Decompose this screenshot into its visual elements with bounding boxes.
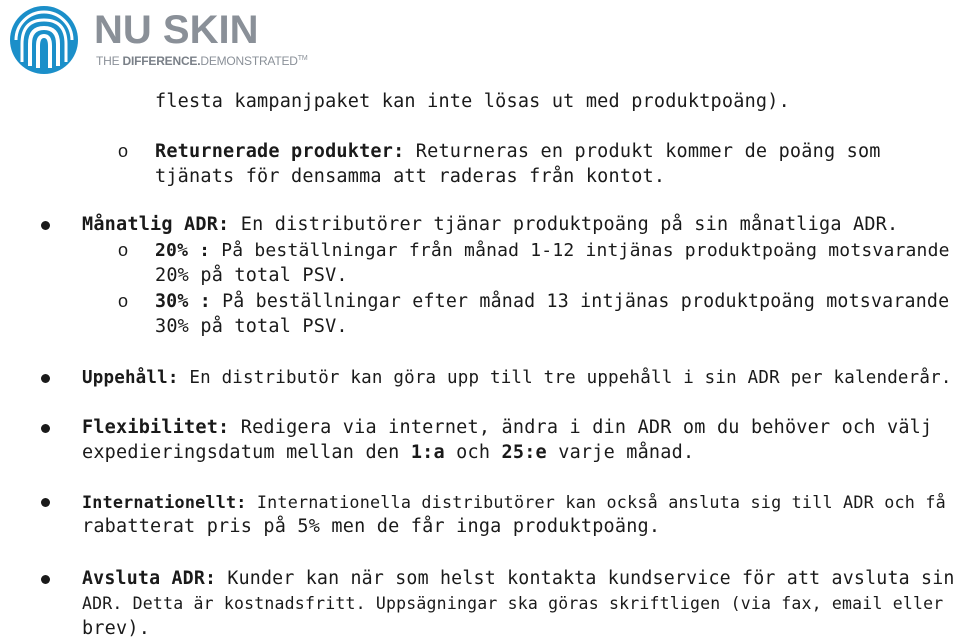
monthly-30-line1: 30% : På beställningar efter månad 13 intjänas produktpoäng motsvarande [155,291,950,312]
bullet-icon [41,424,50,433]
bullet-icon [41,374,50,383]
returned-products-line1: Returnerade produkter: Returneras en produkt kommer de poäng som [155,141,881,162]
pause-line: Uppehåll: En distributör kan göra upp till tre uppehåll i sin ADR per kalenderår. [82,368,952,388]
monthly-20-line2: 20% på total PSV. [155,265,348,286]
cancel-adr-line2: ADR. Detta är kostnadsfritt. Uppsägningar ska göras skriftligen (via fax, email eller [82,594,944,613]
intro-continuation: flesta kampanjpaket kan inte lösas ut med produktpoäng). [155,91,790,112]
returned-products-line2: tjänats för densamma att raderas från kontot. [155,166,666,187]
monthly-20-line1: 20% : På beställningar från månad 1-12 intjänas produktpoäng motsvarande [155,240,950,261]
sub-bullet-marker: o [118,240,129,260]
international-line1: Internationellt: Internationella distributörer kan också ansluta sig till ADR och få [82,492,946,512]
cancel-adr-line3: brev). [82,618,151,639]
bullet-icon [41,498,50,507]
international-line2: rabatterat pris på 5% men de får inga produktpoäng. [82,516,661,537]
nu-skin-logo [8,4,308,76]
monthly-30-line2: 30% på total PSV. [155,316,348,337]
cancel-adr-line1: Avsluta ADR: Kunder kan när som helst kontakta kundservice för att avsluta sin [82,568,955,589]
logo-wordmark: NU SKIN [94,8,259,52]
flexibility-line2: expedieringsdatum mellan den 1:a och 25:e varje månad. [82,442,695,463]
monthly-adr-line: Månatlig ADR: En distributörer tjänar produktpoäng på sin månatliga ADR. [82,214,899,235]
flexibility-line1: Flexibilitet: Redigera via internet, ändra i din ADR om du behöver och välj [82,417,933,438]
sub-bullet-marker: o [118,291,129,311]
nu-skin-emblem-icon [8,4,80,76]
bullet-icon [41,221,50,230]
sub-bullet-marker: o [118,141,129,161]
bullet-icon [41,575,50,584]
logo-tagline: THE DIFFERENCE.DEMONSTRATED™ [96,54,308,68]
